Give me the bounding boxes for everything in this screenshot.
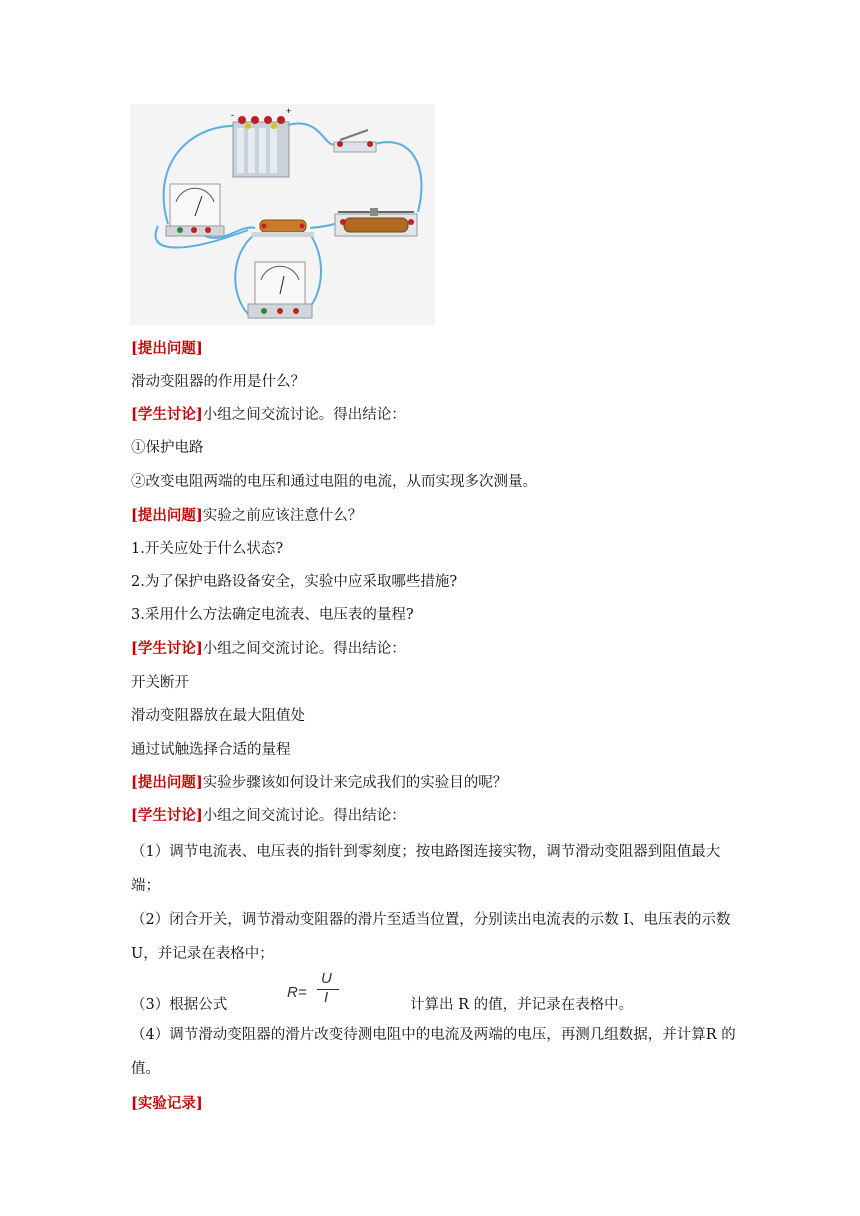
- svg-text:-: -: [231, 110, 234, 120]
- section-tag: [提出问题]: [131, 774, 203, 791]
- q1-text: 滑动变阻器的作用是什么？: [131, 374, 305, 390]
- d1-item-2: ②改变电阻两端的电压和通过电阻的电流，从而实现多次测量。: [131, 474, 537, 490]
- step-3-prefix: （3）根据公式: [131, 997, 228, 1013]
- section-tag: [学生讨论]: [131, 807, 203, 824]
- voltmeter-icon: [248, 262, 312, 318]
- step-2: （2）闭合开关，调节滑动变阻器的滑片至适当位置，分别读出电流表的示数 I、电压表的示数 U，并记录在表格中；: [131, 912, 731, 962]
- d2-item-2: 滑动变阻器放在最大阻值处: [131, 708, 305, 724]
- q2-text: 实验之前应该注意什么？: [202, 508, 363, 524]
- d1-text: 小组之间交流讨论。得出结论：: [202, 407, 406, 423]
- circuit-diagram: [130, 104, 435, 325]
- section-tag: [学生讨论]: [131, 406, 203, 423]
- ammeter-icon: [166, 184, 224, 236]
- q1-heading: [131, 339, 203, 359]
- formula-denominator: I: [324, 989, 329, 1006]
- q2-item-3: 3.采用什么方法确定电流表、电压表的量程?: [131, 607, 414, 623]
- d2-heading: [131, 639, 406, 659]
- d3-text: 小组之间交流讨论。得出结论：: [202, 808, 406, 824]
- d1-heading: [131, 405, 406, 425]
- q2-item-2: 2.为了保护电路设备安全，实验中应采取哪些措施?: [131, 574, 458, 590]
- resistor-icon: [252, 220, 314, 237]
- step-3-suffix: 计算出 R 的值，并记录在表格中。: [410, 997, 634, 1013]
- q3-heading: [131, 773, 507, 793]
- section-tag: [实验记录]: [131, 1095, 203, 1112]
- section-tag: [提出问题]: [131, 507, 203, 524]
- q2-item-1: 1.开关应处于什么状态?: [131, 541, 284, 557]
- step-1: （1）调节电流表、电压表的指针到零刻度；按电路图连接实物，调节滑动变阻器到阻值最大端；: [131, 844, 721, 894]
- q3-text: 实验步骤该如何设计来完成我们的实验目的呢？: [202, 775, 508, 791]
- d1-item-1: ①保护电路: [131, 440, 204, 456]
- d2-item-3: 通过试触选择合适的量程: [131, 742, 291, 758]
- section-tag: [提出问题]: [131, 340, 203, 357]
- step-4: （4）调节滑动变阻器的滑片改变待测电阻中的电流及两端的电压，再测几组数据，并计算R 的值。: [131, 1027, 736, 1077]
- d3-heading: [131, 806, 406, 826]
- rheostat-icon: [335, 208, 417, 236]
- q2-heading: [131, 506, 362, 526]
- d2-item-1: 开关断开: [131, 675, 189, 691]
- formula-lhs: R=: [287, 984, 307, 1001]
- svg-text:+: +: [286, 106, 292, 116]
- record-heading: [131, 1094, 203, 1114]
- d2-text: 小组之间交流讨论。得出结论：: [202, 641, 406, 657]
- resistance-formula: [287, 972, 347, 1006]
- section-tag: [学生讨论]: [131, 640, 203, 657]
- formula-numerator: U: [321, 970, 332, 987]
